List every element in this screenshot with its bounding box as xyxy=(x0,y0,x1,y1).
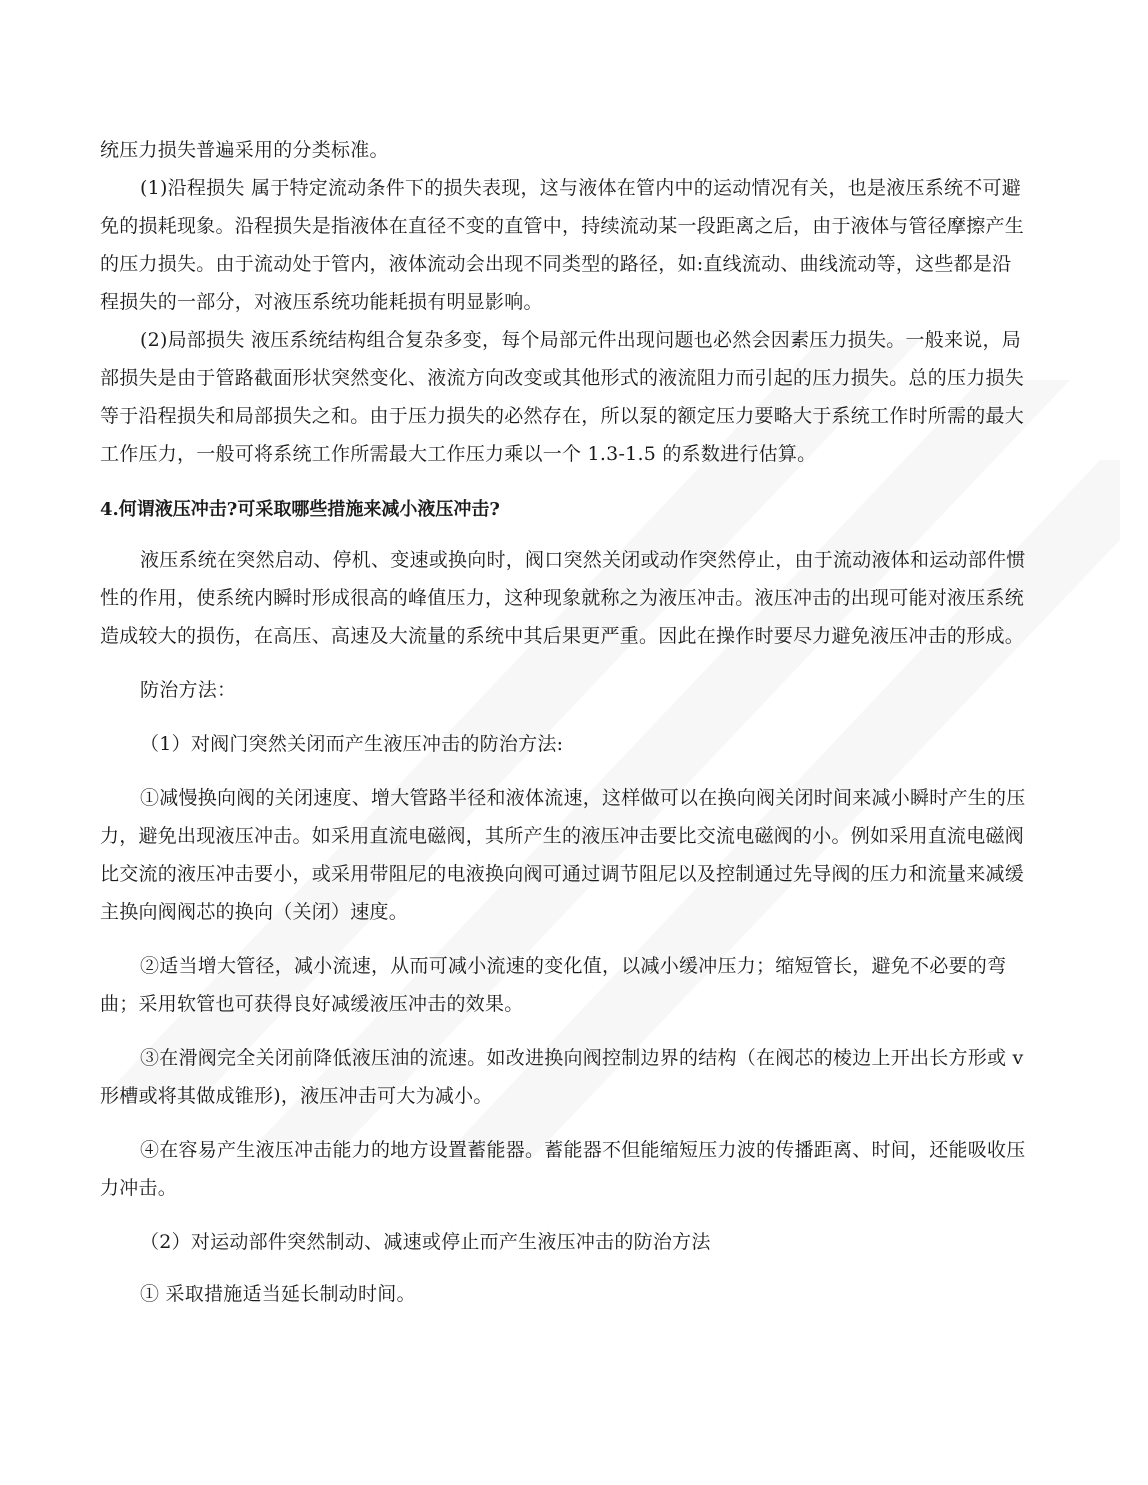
text-line: 部损失是由于管路截面形状突然变化、液流方向改变或其他形式的液流阻力而引起的压力损失。总的压力损失 xyxy=(100,367,1025,389)
text-line: 比交流的液压冲击要小，或采用带阻尼的电液换向阀可通过调节阻尼以及控制通过先导阀的压力和流量来减缓 xyxy=(100,863,1025,885)
text-line: ①减慢换向阀的关闭速度、增大管路半径和液体流速，这样做可以在换向阀关闭时间来减小瞬时产生的压 xyxy=(140,787,1026,809)
text-line: 力，避免出现液压冲击。如采用直流电磁阀，其所产生的液压冲击要比交流电磁阀的小。例如采用直流电磁阀 xyxy=(100,825,1025,847)
text-line: 免的损耗现象。沿程损失是指液体在直径不变的直管中，持续流动某一段距离之后，由于液体与管径摩擦产生 xyxy=(100,215,1025,237)
text-line: 程损失的一部分，对液压系统功能耗损有明显影响。 xyxy=(100,291,543,313)
text-line: （1）对阀门突然关闭而产生液压冲击的防治方法: xyxy=(140,733,564,755)
text-line: 液压系统在突然启动、停机、变速或换向时，阀口突然关闭或动作突然停止，由于流动液体和运动部件惯 xyxy=(140,549,1026,571)
text-line: 工作压力，一般可将系统工作所需最大工作压力乘以一个 1.3-1.5 的系数进行估算。 xyxy=(100,443,817,465)
text-line: 造成较大的损伤，在高压、高速及大流量的系统中其后果更严重。因此在操作时要尽力避免液压冲击的形成。 xyxy=(100,625,1025,647)
text-line: 力冲击。 xyxy=(100,1177,178,1199)
text-line: 防治方法： xyxy=(140,679,237,701)
text-line: ②适当增大管径，减小流速，从而可减小流速的变化值，以减小缓冲压力；缩短管长，避免不必要的弯 xyxy=(140,955,1007,977)
text-line: 形槽或将其做成锥形)，液压冲击可大为减小。 xyxy=(100,1085,493,1107)
text-line: 曲；采用软管也可获得良好减缓液压冲击的效果。 xyxy=(100,993,524,1015)
text-line: 的压力损失。由于流动处于管内，液体流动会出现不同类型的路径，如:直线流动、曲线流动等，这些都是沿 xyxy=(100,253,1012,275)
text-line: 主换向阀阀芯的换向（关闭）速度。 xyxy=(100,901,409,923)
text-line: (1)沿程损失 属于特定流动条件下的损失表现，这与液体在管内中的运动情况有关，也是液压系统不可避 xyxy=(140,177,1021,199)
text-line: 统压力损失普遍采用的分类标准。 xyxy=(100,139,389,161)
text-line: ③在滑阀完全关闭前降低液压油的流速。如改进换向阀控制边界的结构（在阀芯的棱边上开出长方形或 v xyxy=(140,1047,1024,1069)
text-line: ④在容易产生液压冲击能力的地方设置蓄能器。蓄能器不但能缩短压力波的传播距离、时间，还能吸收压 xyxy=(140,1139,1026,1161)
text-line: ① 采取措施适当延长制动时间。 xyxy=(140,1283,416,1305)
text-line: 等于沿程损失和局部损失之和。由于压力损失的必然存在，所以泵的额定压力要略大于系统工作时所需的最大 xyxy=(100,405,1025,427)
text-line: (2)局部损失 液压系统结构组合复杂多变，每个局部元件出现问题也必然会因素压力损失。一般来说，局 xyxy=(140,329,1021,351)
text-line: 性的作用，使系统内瞬时形成很高的峰值压力，这种现象就称之为液压冲击。液压冲击的出现可能对液压系统 xyxy=(100,587,1025,609)
section-heading: 4.何谓液压冲击?可采取哪些措施来减小液压冲击? xyxy=(100,499,500,520)
text-line: （2）对运动部件突然制动、减速或停止而产生液压冲击的防治方法 xyxy=(140,1231,711,1253)
